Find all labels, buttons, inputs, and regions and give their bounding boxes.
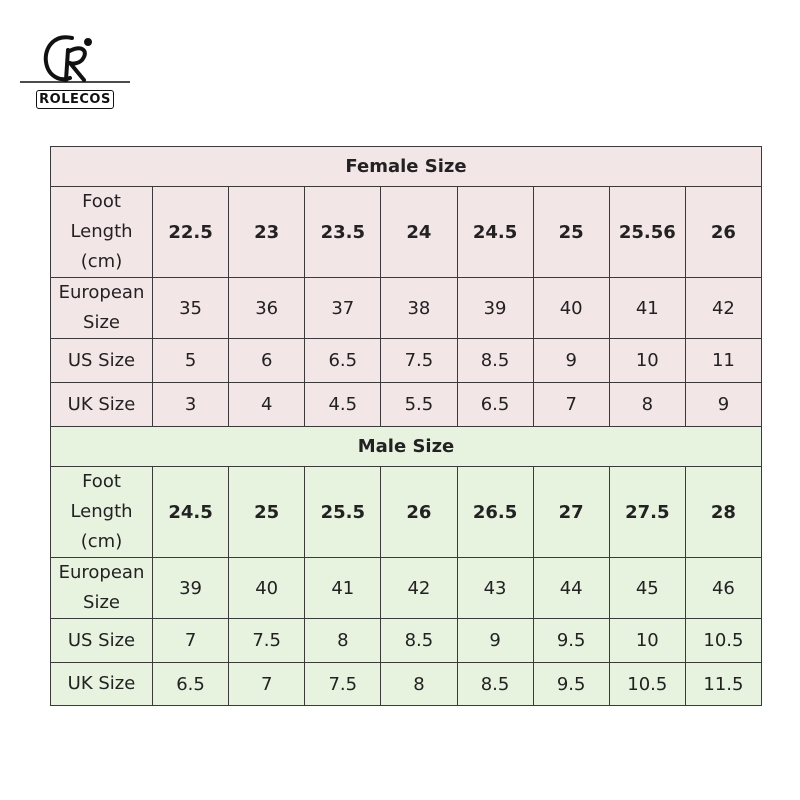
table-cell: 26.5 [457,467,533,558]
table-cell: 9 [685,383,761,427]
table-cell: 7.5 [381,339,457,383]
table-cell: 8 [305,619,381,663]
foot-length-label: Foot Length (cm) [51,187,153,278]
table-cell: 24.5 [457,187,533,278]
table-cell: 40 [533,278,609,339]
table-cell: 27.5 [609,467,685,558]
table-cell: 40 [229,558,305,619]
table-cell: 39 [153,558,229,619]
table-cell: 23 [229,187,305,278]
table-cell: 7 [153,619,229,663]
table-row [51,383,762,427]
table-row [51,467,762,558]
table-cell: 25.56 [609,187,685,278]
table-cell: 36 [229,278,305,339]
european-size-label: European Size [51,278,153,339]
cr-monogram-icon [20,30,130,92]
table-cell: 41 [609,278,685,339]
us-size-label: US Size [51,619,153,663]
table-row [51,619,762,663]
table-cell: 43 [457,558,533,619]
table-cell: 10.5 [609,663,685,706]
table-cell: 7 [533,383,609,427]
brand-name: ROLECOS [20,90,130,109]
table-cell: 9.5 [533,663,609,706]
table-cell: 6 [229,339,305,383]
female-size-section [51,147,762,427]
table-cell: 9.5 [533,619,609,663]
male-size-title: Male Size [51,427,762,467]
table-cell: 8 [609,383,685,427]
table-cell: 44 [533,558,609,619]
table-cell: 25 [229,467,305,558]
table-cell: 28 [685,467,761,558]
table-cell: 6.5 [153,663,229,706]
table-cell: 6.5 [305,339,381,383]
brand-logo [20,30,130,120]
table-cell: 22.5 [153,187,229,278]
table-cell: 8.5 [457,339,533,383]
table-cell: 25 [533,187,609,278]
table-cell: 9 [533,339,609,383]
table-cell: 10.5 [685,619,761,663]
table-cell: 5 [153,339,229,383]
table-cell: 27 [533,467,609,558]
table-cell: 45 [609,558,685,619]
table-cell: 4 [229,383,305,427]
table-cell: 10 [609,339,685,383]
male-size-section [51,427,762,706]
table-cell: 7 [229,663,305,706]
table-cell: 8 [381,663,457,706]
table-cell: 3 [153,383,229,427]
uk-size-label: UK Size [51,383,153,427]
table-cell: 7.5 [229,619,305,663]
table-cell: 23.5 [305,187,381,278]
table-row [51,339,762,383]
table-cell: 35 [153,278,229,339]
table-cell: 37 [305,278,381,339]
table-cell: 4.5 [305,383,381,427]
table-cell: 42 [685,278,761,339]
table-cell: 11.5 [685,663,761,706]
table-cell: 10 [609,619,685,663]
table-cell: 8.5 [381,619,457,663]
shoe-size-table [50,146,762,706]
table-cell: 25.5 [305,467,381,558]
table-cell: 7.5 [305,663,381,706]
foot-length-label: Foot Length (cm) [51,467,153,558]
european-size-label: European Size [51,558,153,619]
table-cell: 42 [381,558,457,619]
table-cell: 46 [685,558,761,619]
table-cell: 26 [685,187,761,278]
us-size-label: US Size [51,339,153,383]
table-cell: 8.5 [457,663,533,706]
table-cell: 9 [457,619,533,663]
table-row [51,278,762,339]
table-cell: 39 [457,278,533,339]
table-cell: 5.5 [381,383,457,427]
table-cell: 26 [381,467,457,558]
table-cell: 24 [381,187,457,278]
female-size-title: Female Size [51,147,762,187]
table-row [51,663,762,706]
table-cell: 11 [685,339,761,383]
uk-size-label: UK Size [51,663,153,706]
table-cell: 6.5 [457,383,533,427]
table-cell: 24.5 [153,467,229,558]
table-cell: 41 [305,558,381,619]
table-row [51,558,762,619]
table-row [51,187,762,278]
table-cell: 38 [381,278,457,339]
